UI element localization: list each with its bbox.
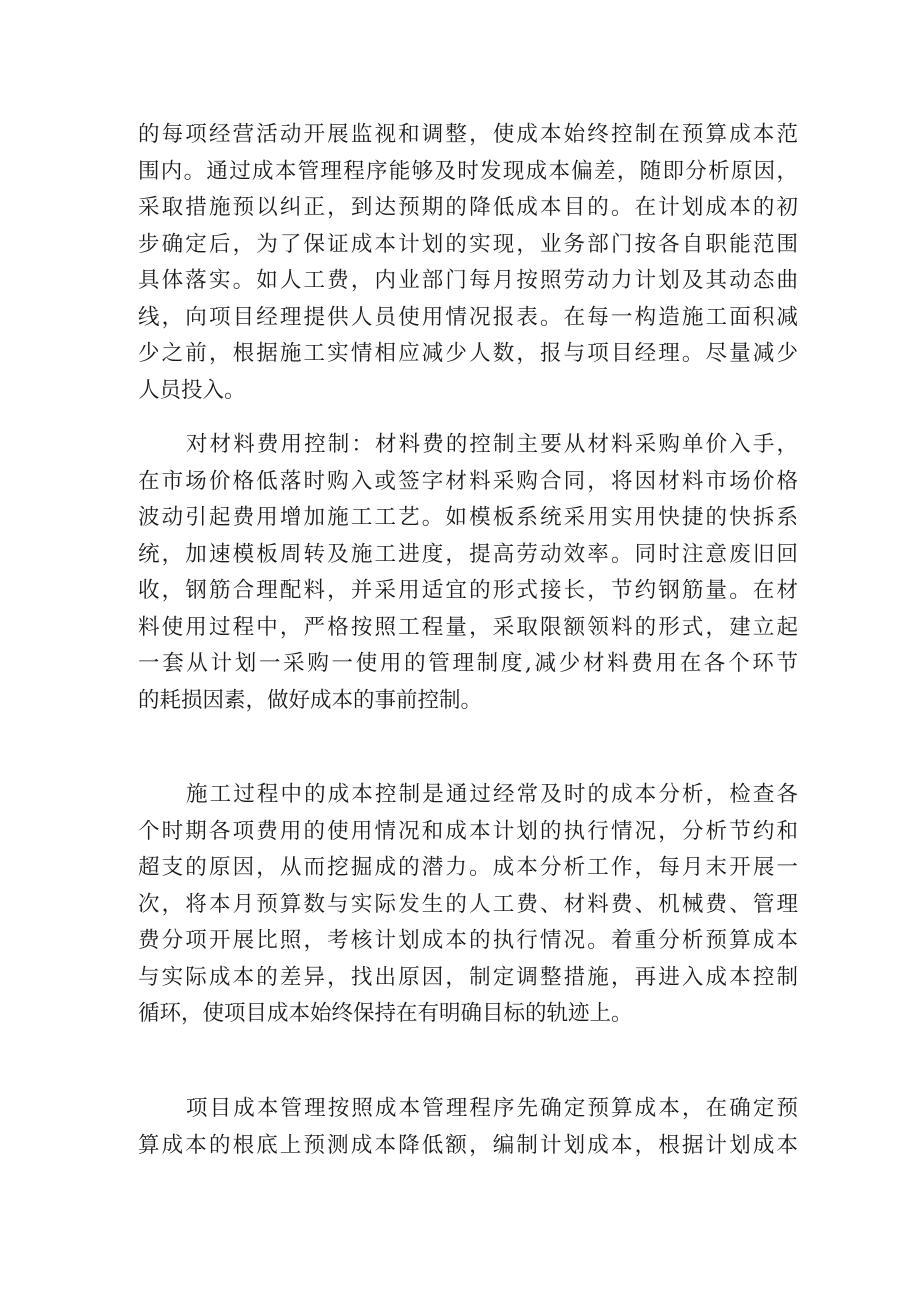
paragraph-material-cost-control	[138, 427, 798, 719]
text-line: 收，钢筋合理配料，并采用适宜的形式接长，节约钢筋量。在材	[138, 578, 798, 603]
text-line: 步确定后，为了保证成本计划的实现，业务部门按各自职能范围	[138, 231, 798, 257]
text-line: 项目成本管理按照成本管理程序先确定预算成本，在确定预	[186, 1096, 798, 1121]
text-line: 费分项开展比照，考核计划成本的执行情况。着重分析预算成本	[138, 928, 798, 953]
text-line: 施工过程中的成本控制是通过经常及时的成本分析，检查各	[186, 782, 798, 807]
text-line: 人员投入。	[138, 377, 246, 403]
text-line: 算成本的根底上预测成本降低额，编制计划成本，根据计划成本	[138, 1132, 798, 1158]
text-line: 循环，使项目成本始终保持在有明确目标的轨迹上。	[138, 1001, 633, 1026]
paragraph-cost-monitoring	[138, 117, 798, 409]
text-line: 次，将本月预算数与实际发生的人工费、材料费、机械费、管理	[138, 891, 798, 917]
text-line: 的耗损因素，做好成本的事前控制。	[138, 687, 483, 713]
text-line: 在市场价格低落时购入或签字材料采购合同，将因材料市场价格	[138, 468, 798, 494]
text-line: 对材料费用控制：材料费的控制主要从材料采购单价入手，	[186, 432, 798, 457]
text-line: 采取措施预以纠正，到达预期的降低成本目的。在计划成本的初	[138, 195, 798, 220]
text-line: 少之前，根据施工实情相应减少人数，报与项目经理。尽量减少	[138, 341, 798, 366]
text-line: 围内。通过成本管理程序能够及时发现成本偏差，随即分析原因，	[138, 158, 798, 184]
paragraph-project-cost-management	[138, 1091, 798, 1164]
text-line: 统，加速模板周转及施工进度，提高劳动效率。同时注意废旧回	[138, 541, 798, 567]
text-line: 的每项经营活动开展监视和调整，使成本始终控制在预算成本范	[138, 122, 798, 147]
text-line: 具体落实。如人工费，内业部门每月按照劳动力计划及其动态曲	[138, 268, 798, 293]
text-line: 一套从计划一采购一使用的管理制度,减少材料费用在各个环节	[138, 651, 798, 676]
text-line: 个时期各项费用的使用情况和成本计划的执行情况，分析节约和	[138, 818, 798, 844]
text-line: 料使用过程中，严格按照工程量，采取限额领料的形式，建立起	[138, 614, 798, 640]
paragraph-construction-cost-control	[138, 777, 798, 1033]
text-line: 线，向项目经理提供人员使用情况报表。在每一构造施工面积减	[138, 304, 798, 330]
text-line: 超支的原因，从而挖掘成的潜力。成本分析工作，每月末开展一	[138, 855, 798, 880]
text-line: 波动引起费用增加施工工艺。如模板系统采用实用快捷的快拆系	[138, 505, 798, 530]
text-line: 与实际成本的差异，找出原因，制定调整措施，再进入成本控制	[138, 964, 798, 990]
